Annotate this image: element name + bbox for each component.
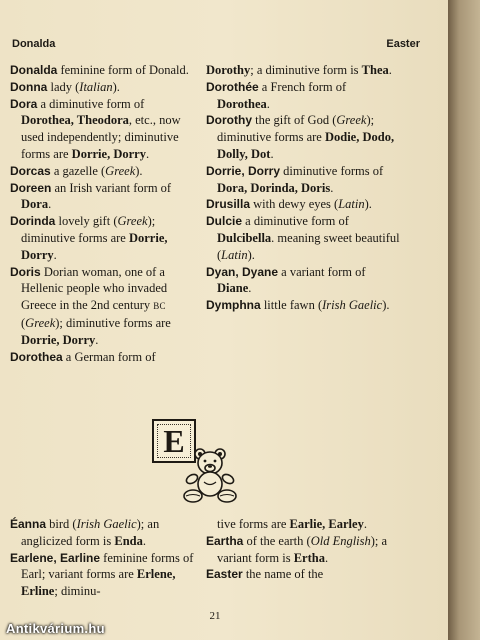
dictionary-entry — [206, 196, 402, 213]
dictionary-entry — [206, 297, 402, 314]
dictionary-entry — [10, 163, 200, 180]
entry-text: . — [145, 146, 150, 161]
dictionary-entry — [10, 349, 200, 366]
entry-text: a French form of — [258, 79, 347, 94]
entry-text: a German form of — [62, 349, 156, 364]
entry-bold-form: Diane — [217, 281, 249, 296]
entry-text: lovely gift ( — [55, 214, 118, 229]
entry-text: ); diminutive forms are — [21, 214, 156, 245]
entry-bold-form: Erlene, Erline — [21, 567, 176, 599]
entry-headword: Doris — [10, 264, 41, 279]
entry-text: . — [266, 96, 270, 111]
entry-text: . — [324, 550, 329, 565]
entry-text: ); diminutive forms are — [217, 113, 375, 145]
entry-text: diminutive forms of — [280, 163, 384, 178]
entry-text: an Irish variant form of — [51, 180, 172, 195]
entry-bold-form: Dora, Dorinda, Doris — [217, 180, 331, 195]
section-letter: E — [163, 423, 185, 459]
dictionary-entry — [206, 112, 402, 162]
entry-language: Greek — [117, 214, 148, 229]
dictionary-entry — [10, 79, 200, 96]
entry-text: . — [330, 180, 334, 195]
entry-headword: Doreen — [10, 180, 52, 195]
entry-text: . — [48, 197, 52, 212]
entry-text: ); diminutive forms are — [55, 315, 171, 330]
entry-text: a variant form of — [278, 264, 366, 279]
entry-language: Greek — [105, 163, 136, 178]
dictionary-entry — [206, 566, 402, 583]
entry-headword: Dulcie — [206, 214, 243, 229]
entry-bold-form: Dodie, Dodo, Dolly, Dot — [217, 130, 395, 161]
dictionary-entry — [206, 62, 402, 79]
entry-text: . — [142, 533, 146, 548]
right-column — [206, 62, 402, 314]
dictionary-entry — [206, 163, 402, 197]
entry-headword: Donna — [10, 79, 48, 94]
entry-language: Greek — [336, 113, 367, 128]
entry-text: ). — [135, 163, 143, 178]
entry-text: ; a diminutive form is — [250, 63, 362, 77]
entry-text: . — [95, 332, 99, 347]
entry-bold-form: Dorrie, Dorry — [71, 146, 146, 161]
entry-text: ); a variant form is — [217, 533, 388, 565]
teddy-bear-icon — [178, 446, 242, 504]
entry-text: ). — [247, 247, 255, 262]
dictionary-entry — [206, 213, 402, 263]
entry-headword: Dorothy — [206, 113, 252, 128]
entry-text: feminine form of Donald. — [57, 63, 189, 77]
entry-language: Irish Gaelic — [76, 517, 137, 531]
entry-text: . meaning sweet beautiful ( — [217, 230, 400, 262]
dictionary-entry — [10, 62, 200, 79]
entry-headword: Dora — [10, 96, 38, 111]
entry-headword: Dyan, Dyane — [206, 264, 279, 279]
entry-language: Latin — [221, 247, 248, 262]
entry-text: with dewy eyes ( — [250, 197, 339, 212]
entry-headword: Dorrie, Dorry — [206, 163, 281, 178]
entry-bold-form: Ertha — [293, 550, 325, 565]
entry-text: feminine forms of Earl; variant forms are — [21, 550, 194, 582]
entry-text: . — [363, 517, 367, 531]
book-spine — [448, 0, 480, 640]
entry-headword: Eartha — [206, 533, 244, 548]
entry-text: . — [388, 63, 392, 77]
dictionary-entry — [206, 533, 402, 567]
dictionary-entry — [206, 79, 402, 113]
dictionary-entry — [10, 550, 200, 600]
right-column-bottom — [206, 516, 402, 583]
entry-bold-form: Thea — [361, 63, 389, 77]
entry-text: ). — [382, 298, 390, 313]
entry-text: Dorian woman, one of a Hellenic people who invaded Greece in the 2nd century — [21, 264, 168, 313]
entry-text: . — [270, 146, 274, 161]
entry-text: little fawn ( — [260, 298, 323, 313]
entry-text: tive forms are — [217, 517, 290, 531]
entry-headword: Éanna — [10, 517, 47, 531]
dictionary-entry — [206, 264, 402, 298]
entry-text: a diminutive form of — [242, 214, 349, 229]
entry-text: ( — [21, 315, 26, 330]
entry-headword: Drusilla — [206, 197, 251, 212]
dictionary-entry — [10, 516, 200, 550]
entry-headword: Dymphna — [206, 298, 261, 313]
entry-text: lady ( — [47, 79, 80, 94]
entry-text: a diminutive form of — [37, 96, 145, 111]
entry-text: . — [53, 247, 57, 262]
entry-headword: Dorothea — [10, 349, 63, 364]
entry-language: Old English — [310, 533, 371, 548]
entry-text: the name of the — [242, 567, 324, 582]
entry-text: ); an anglicized form is — [21, 517, 160, 548]
entry-text: of the earth ( — [243, 533, 311, 548]
entry-headword: Earlene, Earline — [10, 550, 101, 565]
entry-text: the gift of God ( — [252, 113, 337, 128]
entry-bold-form: Dorrie, Dorry — [21, 230, 168, 262]
entry-headword: Donalda — [10, 63, 58, 77]
entry-bold-form: Dorothy — [206, 63, 251, 77]
left-column — [10, 62, 200, 365]
dictionary-entry — [206, 516, 402, 533]
entry-text: ). — [364, 197, 372, 212]
page-number: 21 — [209, 610, 221, 622]
entry-language: Greek — [25, 315, 56, 330]
entry-smallcaps: BC — [153, 301, 166, 312]
entry-bold-form: Dulcibella — [217, 230, 272, 245]
entry-headword: Dorcas — [10, 163, 51, 178]
entry-headword: Dorothée — [206, 79, 259, 94]
entry-bold-form: Dorrie, Dorry — [21, 332, 96, 347]
running-head-right: Easter — [386, 38, 420, 50]
entry-text: ; diminu- — [54, 584, 101, 599]
entry-text: , etc., now used independently; diminutive forms are — [21, 113, 181, 161]
entry-language: Latin — [338, 197, 365, 212]
entry-text: a gazelle ( — [50, 163, 106, 178]
dictionary-entry — [10, 180, 200, 214]
entry-headword: Easter — [206, 567, 243, 582]
entry-language: Italian — [79, 79, 113, 94]
watermark: Antikvárium.hu — [6, 621, 105, 636]
entry-text: ). — [112, 79, 120, 94]
entry-bold-form: Earlie, Earley — [289, 517, 364, 531]
left-column-bottom — [10, 516, 200, 600]
entry-bold-form: Dorothea — [217, 96, 267, 111]
running-head-left: Donalda — [12, 38, 56, 50]
entry-bold-form: Enda — [114, 533, 143, 548]
entry-bold-form: Dora — [21, 197, 49, 212]
entry-text: . — [248, 281, 252, 296]
entry-text: bird ( — [46, 517, 77, 531]
dictionary-entry — [10, 96, 200, 163]
entry-headword: Dorinda — [10, 214, 56, 229]
entry-language: Irish Gaelic — [322, 298, 383, 313]
dictionary-entry — [10, 264, 200, 349]
entry-bold-form: Dorothea, Theodora — [21, 113, 129, 128]
dictionary-entry — [10, 213, 200, 263]
